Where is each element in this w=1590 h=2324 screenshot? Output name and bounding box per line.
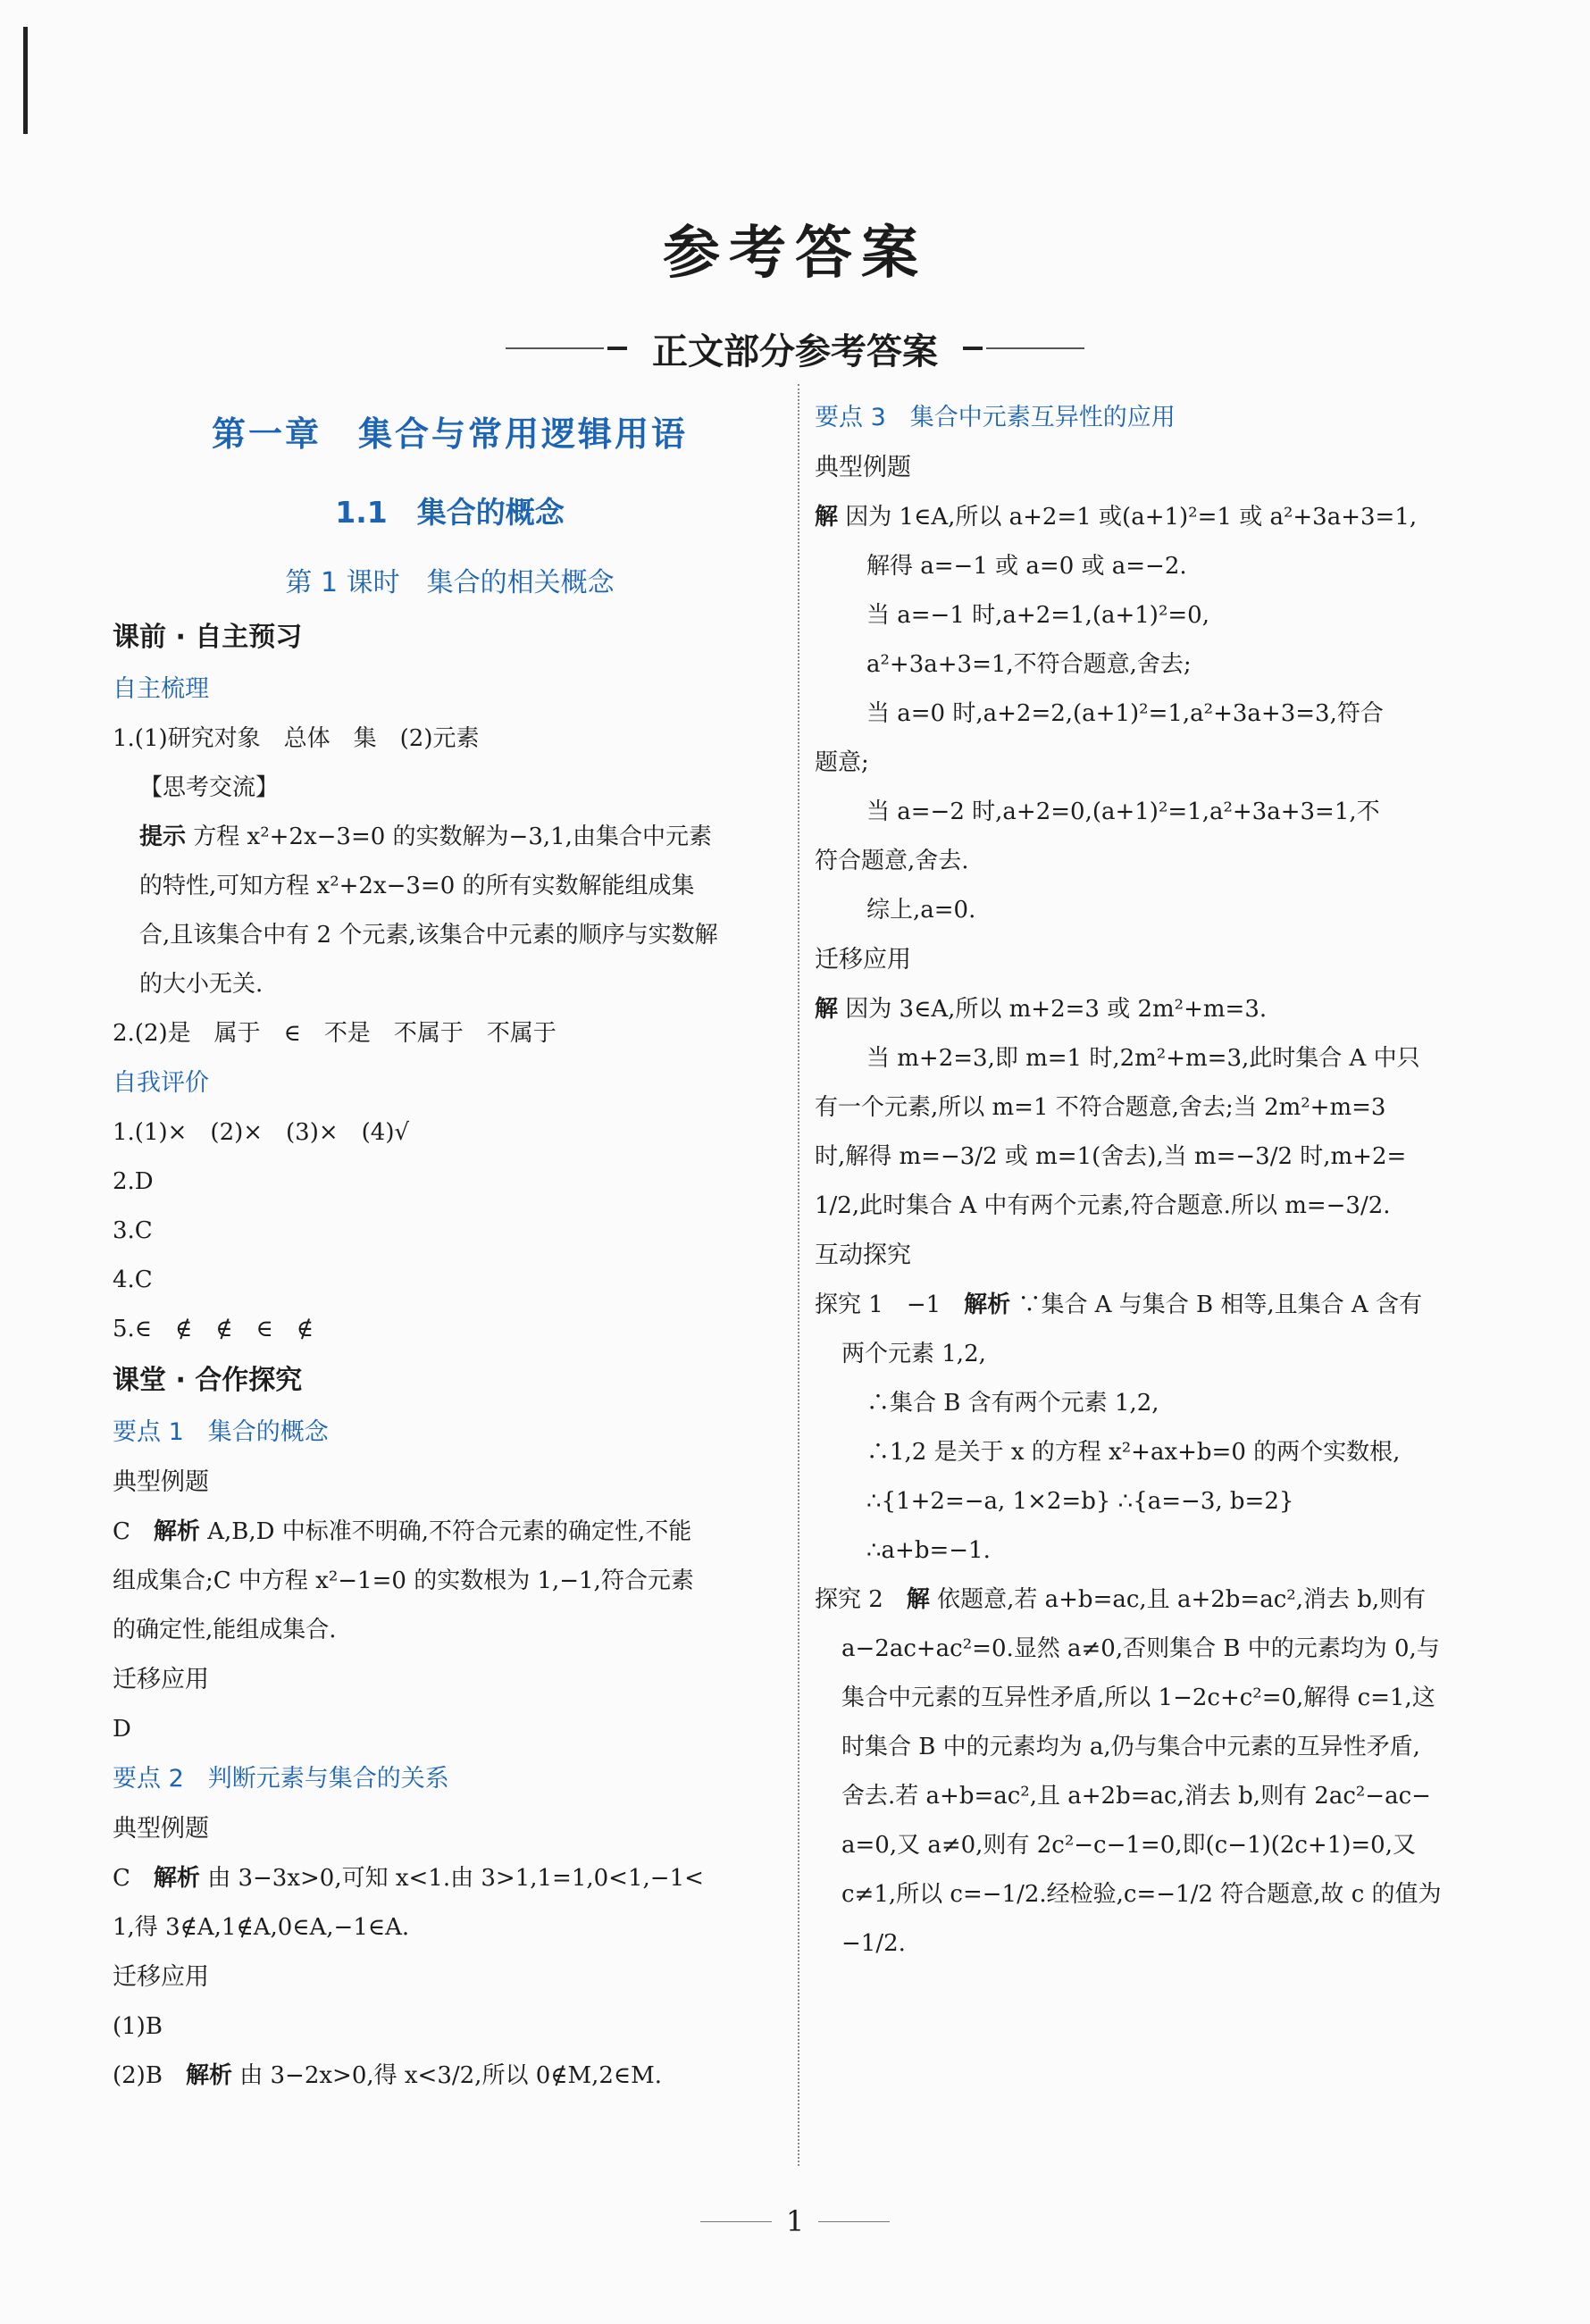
e-text-1: 因为 1∈A,所以 a+2=1 或(a+1)²=1 或 a²+3a+3=1, xyxy=(845,504,1418,531)
example-heading-3: 典型例题 xyxy=(815,454,911,481)
x2-line-1 xyxy=(815,1576,1489,1625)
right-column xyxy=(815,393,1489,1969)
e-line-6: 题意; xyxy=(815,749,869,776)
transfer-heading-2: 迁移应用 xyxy=(113,1963,209,1991)
subtitle-row xyxy=(0,322,1590,375)
eval-item-4: 4.C xyxy=(113,1266,153,1293)
hint-line-3: 合,且该集合中有 2 个元素,该集合中元素的顺序与实数解 xyxy=(139,922,718,949)
x2-line-4: 时集合 B 中的元素均为 a,仍与集合中元素的互异性矛盾, xyxy=(841,1734,1420,1760)
p2-answer: C xyxy=(113,1865,130,1892)
eval-item-5: 5.∈ ∉ ∉ ∈ ∉ xyxy=(113,1316,314,1342)
lesson-heading: 第 1 课时 集合的相关概念 xyxy=(285,567,615,598)
x2-key: 解 xyxy=(906,1586,930,1613)
p2-t2-answer: (2)B xyxy=(113,2062,163,2089)
x1-label: 探究 1 xyxy=(815,1292,883,1318)
subtitle-left-rule xyxy=(506,347,604,349)
p1-key: 解析 xyxy=(153,1518,200,1545)
x1-text-1: ∵集合 A 与集合 B 相等,且集合 A 含有 xyxy=(1017,1292,1422,1318)
column-divider xyxy=(798,384,799,2166)
x2-line-2: a−2ac+ac²=0.显然 a≠0,否则集合 B 中的元素均为 0,与 xyxy=(841,1635,1440,1662)
part-heading-class: 课堂 · 合作探究 xyxy=(113,1365,303,1396)
p1-line-1 xyxy=(113,1508,787,1557)
section-heading: 1.1 集合的概念 xyxy=(335,495,565,530)
page-number-right-rule xyxy=(818,2221,890,2222)
p2-transfer-2 xyxy=(113,2052,787,2101)
t-line-3: 有一个元素,所以 m=1 不符合题意,舍去;当 2m²+m=3 xyxy=(815,1094,1386,1121)
e-line-8: 符合题意,舍去. xyxy=(815,848,969,874)
transfer-heading-3: 迁移应用 xyxy=(815,946,911,974)
subtitle-right-rule xyxy=(986,347,1084,349)
page-number: 1 xyxy=(785,2204,805,2238)
p2-text-1: 由 3−3x>0,可知 x<1.由 3>1,1=1,0<1,−1< xyxy=(207,1865,704,1892)
e-line-2: 解得 a=−1 或 a=0 或 a=−2. xyxy=(866,553,1187,580)
e-line-7: 当 a=−2 时,a+2=0,(a+1)²=1,a²+3a+3=1,不 xyxy=(866,798,1380,825)
x2-line-7: c≠1,所以 c=−1/2.经检验,c=−1/2 符合题意,故 c 的值为 xyxy=(841,1881,1442,1908)
point-1-heading: 要点 1 集合的概念 xyxy=(113,1418,329,1446)
e-line-5: 当 a=0 时,a+2=2,(a+1)²=1,a²+3a+3=3,符合 xyxy=(866,700,1384,727)
p2-t2-text: 由 3−2x>0,得 x<3/2,所以 0∉M,2∈M. xyxy=(239,2062,663,2089)
hint-text-1: 方程 x²+2x−3=0 的实数解为−3,1,由集合中元素 xyxy=(193,823,712,850)
x1-line-3: ∴集合 B 含有两个元素 1,2, xyxy=(866,1390,1159,1417)
e-line-3: 当 a=−1 时,a+2=1,(a+1)²=0, xyxy=(866,602,1209,629)
t-line-2: 当 m+2=3,即 m=1 时,2m²+m=3,此时集合 A 中只 xyxy=(866,1045,1420,1072)
hint-line-4: 的大小无关. xyxy=(139,971,264,998)
subheading-sort: 自主梳理 xyxy=(113,675,209,703)
p1-text-1: A,B,D 中标准不明确,不符合元素的确定性,不能 xyxy=(207,1518,692,1545)
example-heading-2: 典型例题 xyxy=(113,1815,209,1843)
page-title: 参考答案 xyxy=(663,220,927,287)
page-number-row xyxy=(0,2204,1590,2238)
p1-line-2: 组成集合;C 中方程 x²−1=0 的实数根为 1,−1,符合元素 xyxy=(113,1567,694,1594)
p1-line-3: 的确定性,能组成集合. xyxy=(113,1617,337,1643)
sort-item-1: 1.(1)研究对象 总体 集 (2)元素 xyxy=(113,725,480,752)
hint-line-2: 的特性,可知方程 x²+2x−3=0 的所有实数解能组成集 xyxy=(139,873,695,899)
subheading-eval: 自我评价 xyxy=(113,1069,209,1097)
p2-line-2: 1,得 3∉A,1∉A,0∈A,−1∈A. xyxy=(113,1914,410,1941)
x1-line-1 xyxy=(815,1281,1489,1330)
t-line-4: 时,解得 m=−3/2 或 m=1(舍去),当 m=−3/2 时,m+2= xyxy=(815,1143,1407,1170)
subtitle-left-dash xyxy=(607,347,627,350)
point-2-heading: 要点 2 判断元素与集合的关系 xyxy=(113,1765,449,1793)
think-heading: 【思考交流】 xyxy=(139,774,280,801)
x2-line-8: −1/2. xyxy=(841,1930,906,1957)
x2-text-1: 依题意,若 a+b=ac,且 a+2b=ac²,消去 b,则有 xyxy=(937,1586,1427,1613)
scan-edge-mark xyxy=(23,27,28,134)
eval-item-3: 3.C xyxy=(113,1217,153,1244)
explore-heading: 互动探究 xyxy=(815,1241,911,1269)
transfer-heading-1: 迁移应用 xyxy=(113,1666,209,1693)
p2-transfer-1: (1)B xyxy=(113,2013,163,2040)
x1-answer: −1 xyxy=(906,1292,941,1318)
hint-line-1 xyxy=(113,813,787,862)
example-heading-1: 典型例题 xyxy=(113,1468,209,1496)
subtitle-right-dash xyxy=(963,347,983,350)
x2-line-5: 舍去.若 a+b=ac²,且 a+2b=ac,消去 b,则有 2ac²−ac− xyxy=(841,1783,1431,1810)
sort-item-2: 2.(2)是 属于 ∈ 不是 不属于 不属于 xyxy=(113,1020,556,1047)
x1-key: 解析 xyxy=(964,1292,1011,1318)
t-line-5: 1/2,此时集合 A 中有两个元素,符合题意.所以 m=−3/2. xyxy=(815,1192,1391,1219)
x1-line-6: ∴a+b=−1. xyxy=(866,1537,991,1564)
x1-line-5: ∴{1+2=−a, 1×2=b} ∴{a=−3, b=2} xyxy=(866,1488,1294,1515)
x1-line-4: ∴1,2 是关于 x 的方程 x²+ax+b=0 的两个实数根, xyxy=(866,1439,1401,1466)
e-line-1 xyxy=(815,493,1489,542)
eval-item-2: 2.D xyxy=(113,1168,154,1195)
p1-answer: C xyxy=(113,1518,130,1545)
hint-key: 提示 xyxy=(139,823,187,850)
point-3-heading: 要点 3 集合中元素互异性的应用 xyxy=(815,404,1176,431)
part-heading-preview: 课前 · 自主预习 xyxy=(113,622,303,653)
x1-line-2: 两个元素 1,2, xyxy=(841,1341,986,1367)
x2-line-3: 集合中元素的互异性矛盾,所以 1−2c+c²=0,解得 c=1,这 xyxy=(841,1684,1435,1711)
t-key: 解 xyxy=(815,996,839,1023)
chapter-heading: 第一章 集合与常用逻辑用语 xyxy=(211,414,688,454)
e-key: 解 xyxy=(815,504,839,531)
t-line-1 xyxy=(815,985,1489,1034)
p2-t2-key: 解析 xyxy=(185,2062,232,2089)
p2-line-1 xyxy=(113,1854,787,1903)
t-text-1: 因为 3∈A,所以 m+2=3 或 2m²+m=3. xyxy=(845,996,1268,1023)
page-number-left-rule xyxy=(700,2221,772,2222)
left-column xyxy=(113,393,787,2101)
eval-item-1: 1.(1)× (2)× (3)× (4)√ xyxy=(113,1119,410,1146)
x2-label: 探究 2 xyxy=(815,1586,883,1613)
x2-line-6: a=0,又 a≠0,则有 2c²−c−1=0,即(c−1)(2c+1)=0,又 xyxy=(841,1832,1416,1859)
e-line-4: a²+3a+3=1,不符合题意,舍去; xyxy=(866,651,1192,678)
p2-key: 解析 xyxy=(153,1865,200,1892)
p1-transfer: D xyxy=(113,1716,131,1743)
subtitle: 正文部分参考答案 xyxy=(652,330,938,372)
e-line-9: 综上,a=0. xyxy=(866,897,976,924)
